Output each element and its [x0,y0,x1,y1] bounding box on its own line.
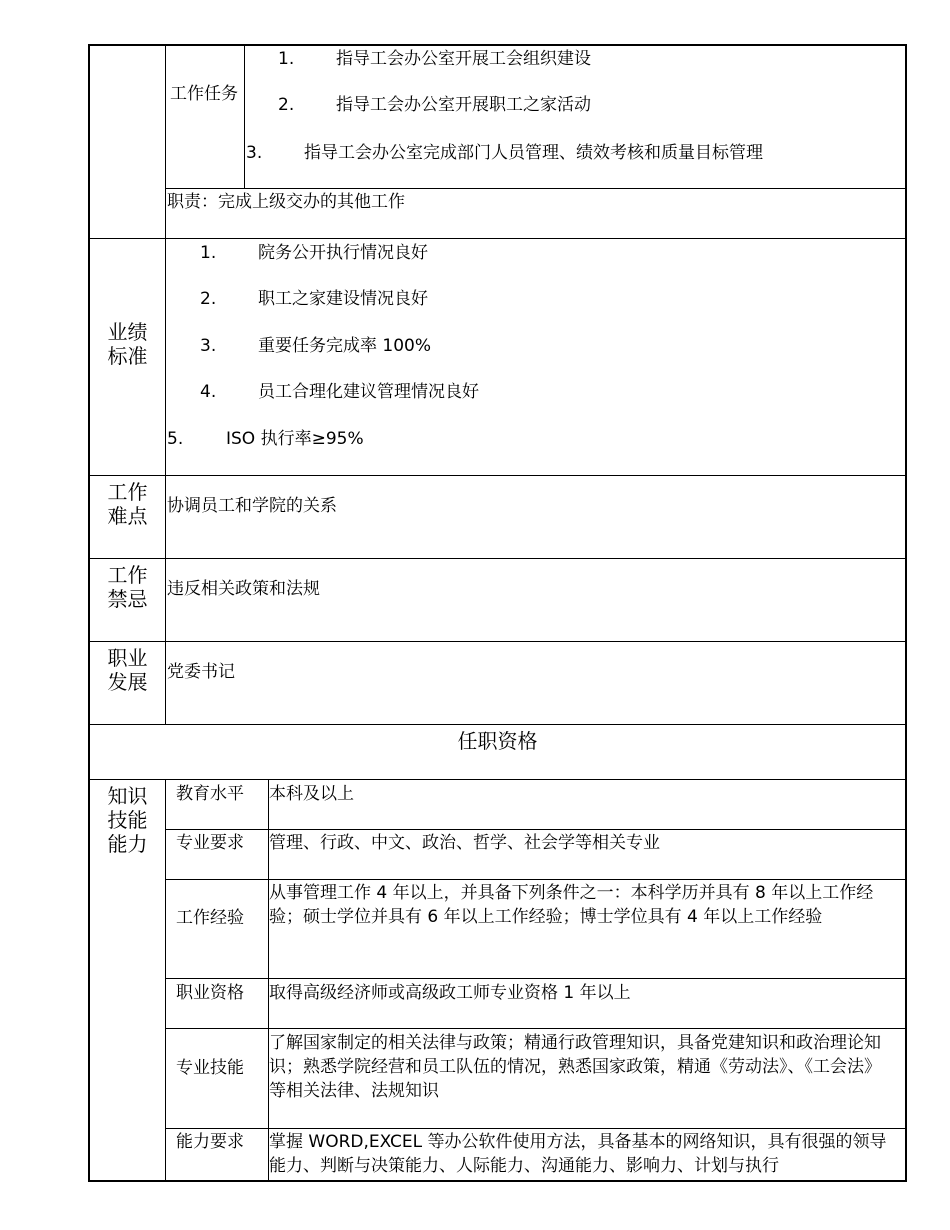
career-label [90,646,165,694]
performance-number: 3. [200,336,217,356]
performance-number: 4. [200,382,217,402]
qual-row-text: 掌握 WORD,EXCEL 等办公软件使用方法，具备基本的网络知识，具有很强的领导能力、判断与决策能力、人际能力、沟通能力、影响力、计划与执行 [269,1132,887,1176]
career-label-line2: 发展 [107,670,148,694]
qualification-label-line1: 知识 [107,784,148,808]
qual-row-text: 管理、行政、中文、政治、哲学、社会学等相关专业 [269,833,660,853]
difficulty-label-line1: 工作 [107,480,148,504]
qual-row-divider [165,1028,906,1029]
taboo-text: 违反相关政策和法规 [167,579,320,599]
qualification-label-line2: 技能 [107,808,148,832]
qualification-title: 任职资格 [457,729,538,753]
tasks-sub-divider [244,44,245,188]
career-label-line1: 职业 [107,646,148,670]
table-border-left [88,44,90,1182]
qual-row-label: 专业要求 [176,833,244,853]
qualification-label-line3: 能力 [107,832,148,856]
table-border-top [88,44,907,46]
qual-row-divider [165,829,906,830]
row-divider [88,641,906,642]
table-border-right [905,44,907,1182]
performance-text: 职工之家建设情况良好 [258,289,428,309]
qualification-label [90,784,165,856]
taboo-label [90,563,165,611]
qual-row-text: 取得高级经济师或高级政工师专业资格 1 年以上 [269,983,631,1003]
row-divider [88,475,906,476]
performance-text: 院务公开执行情况良好 [258,243,428,263]
task-number: 1. [278,49,295,69]
difficulty-text: 协调员工和学院的关系 [167,496,337,516]
qual-row-label: 能力要求 [176,1132,244,1152]
difficulty-label [90,480,165,528]
qual-row-label: 专业技能 [176,1058,244,1078]
performance-label-line1: 业绩 [107,320,148,344]
row-divider [88,238,906,239]
row-divider [165,188,906,189]
label-column-divider-lower [165,779,166,1182]
performance-text: ISO 执行率≥95% [226,429,364,449]
table-border-bottom [88,1180,907,1182]
performance-number: 5. [167,429,184,449]
row-divider [88,724,906,725]
qual-row-divider [165,1128,906,1129]
qual-row-text: 了解国家制定的相关法律与政策；精通行政管理知识，具备党建知识和政治理论知识；熟悉学院经营和员工队伍的情况，熟悉国家政策，精通《劳动法》、《工会法》等相关法律、法规知识 [269,1033,881,1101]
qual-row-label: 工作经验 [176,908,244,928]
label-column-divider [165,44,166,725]
task-text: 指导工会办公室完成部门人员管理、绩效考核和质量目标管理 [304,143,763,163]
qual-row-divider [165,978,906,979]
qual-row-label: 教育水平 [176,784,244,804]
taboo-label-line2: 禁忌 [107,587,148,611]
qual-row-text: 本科及以上 [269,784,354,804]
row-divider [88,558,906,559]
performance-label [90,320,165,368]
qual-row-divider [165,879,906,880]
performance-number: 1. [200,243,217,263]
task-number: 2. [278,95,295,115]
performance-text: 员工合理化建议管理情况良好 [258,382,479,402]
performance-label-line2: 标准 [107,344,148,368]
career-text: 党委书记 [167,662,235,682]
tasks-label: 工作任务 [170,84,238,104]
performance-number: 2. [200,289,217,309]
performance-text: 重要任务完成率 100% [258,336,432,356]
task-text: 指导工会办公室开展工会组织建设 [336,49,591,69]
taboo-label-line1: 工作 [107,563,148,587]
difficulty-label-line2: 难点 [107,504,148,528]
qual-row-label: 职业资格 [176,983,244,1003]
row-divider [88,779,906,780]
qual-row-text: 从事管理工作 4 年以上，并具备下列条件之一：本科学历并具有 8 年以上工作经验；硕士学位并具有 6 年以上工作经验；博士学位具有 4 年以上工作经验 [269,883,874,927]
task-number: 3. [246,143,263,163]
duty-text: 职责：完成上级交办的其他工作 [167,192,405,212]
task-text: 指导工会办公室开展职工之家活动 [336,95,591,115]
